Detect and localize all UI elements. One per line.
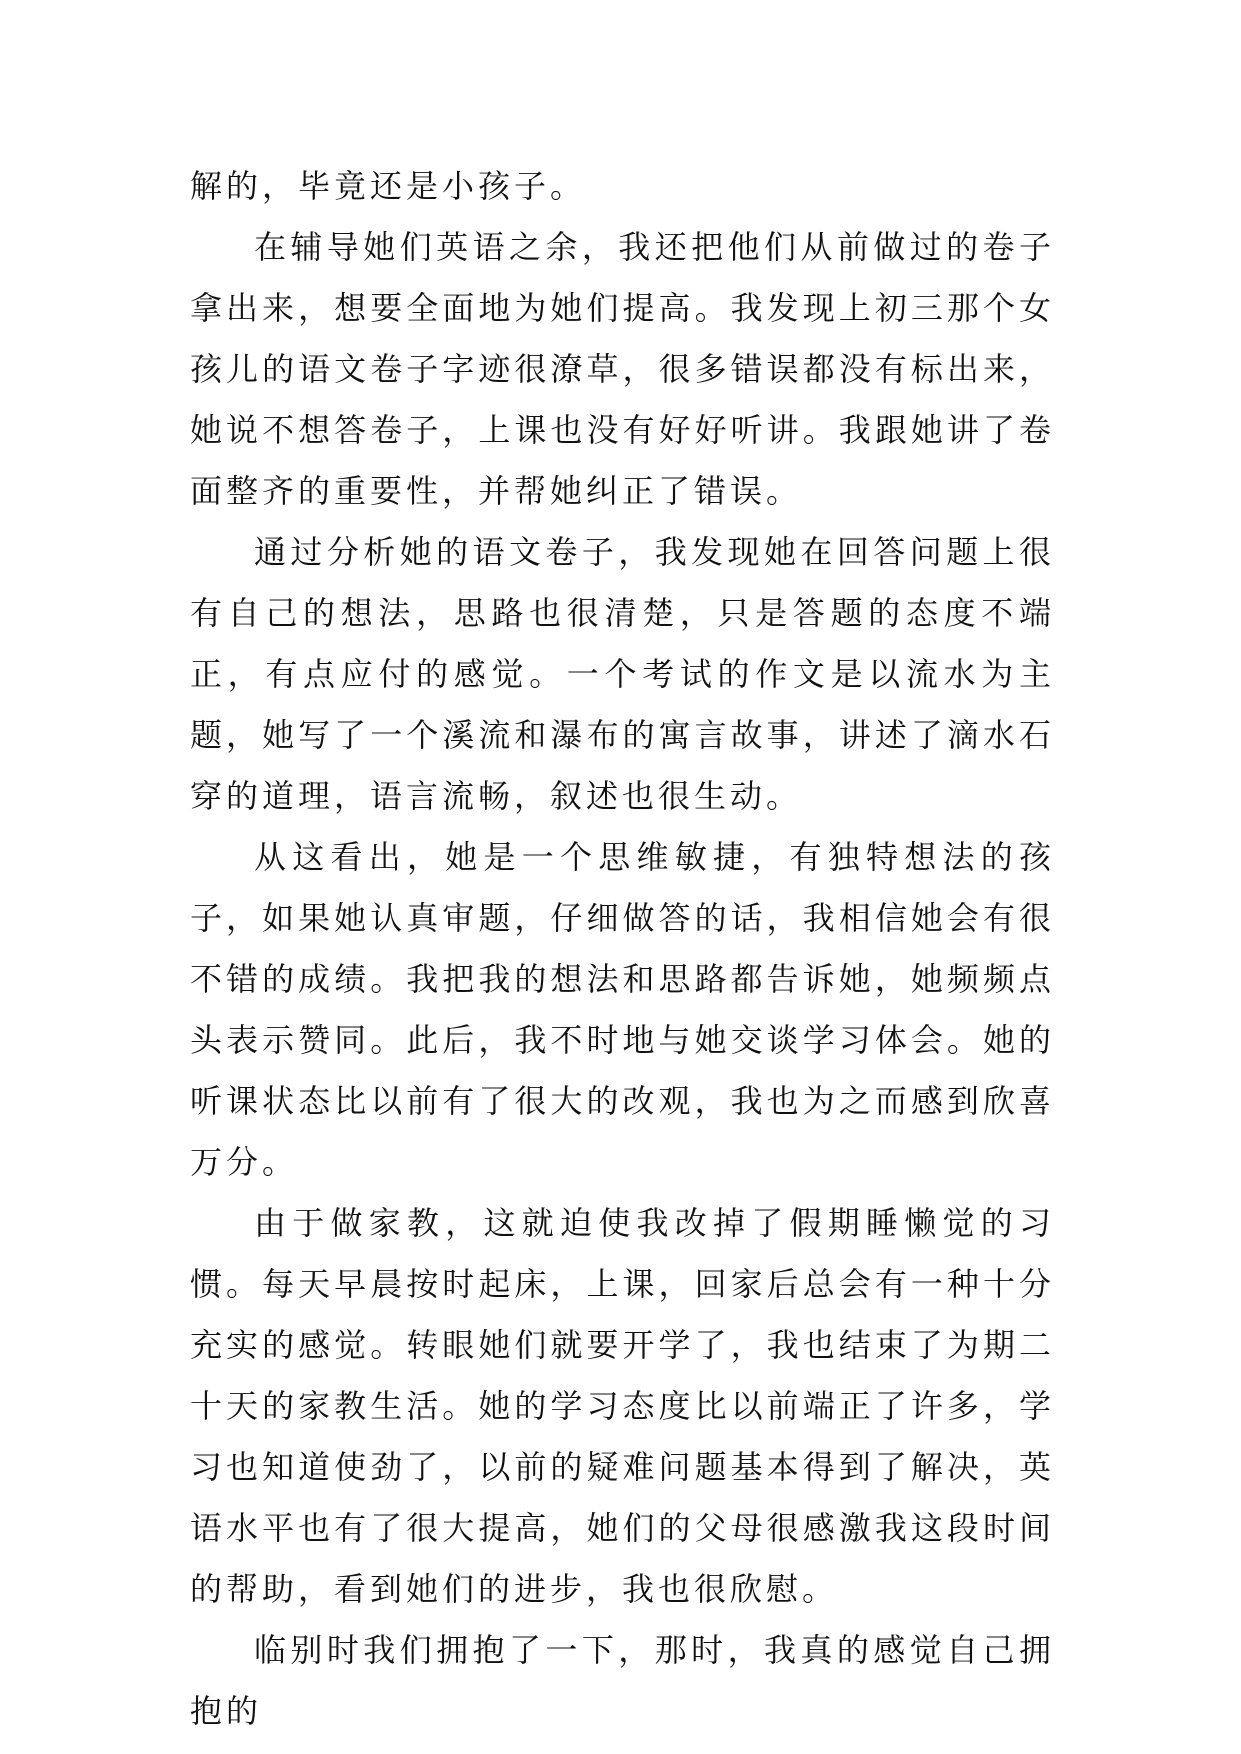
paragraph: 解的，毕竟还是小孩子。 xyxy=(190,167,587,205)
paragraph: 从这看出，她是一个思维敏捷，有独特想法的孩子，如果她认真审题，仔细做答的话，我相信她会有很不错的成绩。我把我的想法和思路都告诉她，她频频点头表示赞同。此后，我不时地与她交谈学习体会。她的听课状态比以前有了很大的改观，我也为之而感到欣喜万分。 xyxy=(190,838,1055,1181)
body-text xyxy=(190,156,1055,1742)
paragraph: 由于做家教，这就迫使我改掉了假期睡懒觉的习惯。每天早晨按时起床，上课，回家后总会有一种十分充实的感觉。转眼她们就要开学了，我也结束了为期二十天的家教生活。她的学习态度比以前端正了许多，学习也知道使劲了，以前的疑难问题基本得到了解决，英语水平也有了很大提高，她们的父母很感激我这段时间的帮助，看到她们的进步，我也很欣慰。 xyxy=(190,1204,1055,1608)
paragraph: 临别时我们拥抱了一下，那时，我真的感觉自己拥抱的 xyxy=(190,1631,1055,1730)
paragraph: 通过分析她的语文卷子，我发现她在回答问题上很有自己的想法，思路也很清楚，只是答题的态度不端正，有点应付的感觉。一个考试的作文是以流水为主题，她写了一个溪流和瀑布的寓言故事，讲述了滴水石穿的道理，语言流畅，叙述也很生动。 xyxy=(190,533,1055,815)
paragraph: 在辅导她们英语之余，我还把他们从前做过的卷子拿出来，想要全面地为她们提高。我发现上初三那个女孩儿的语文卷子字迹很潦草，很多错误都没有标出来，她说不想答卷子，上课也没有好好听讲。我跟她讲了卷面整齐的重要性，并帮她纠正了错误。 xyxy=(190,228,1055,510)
